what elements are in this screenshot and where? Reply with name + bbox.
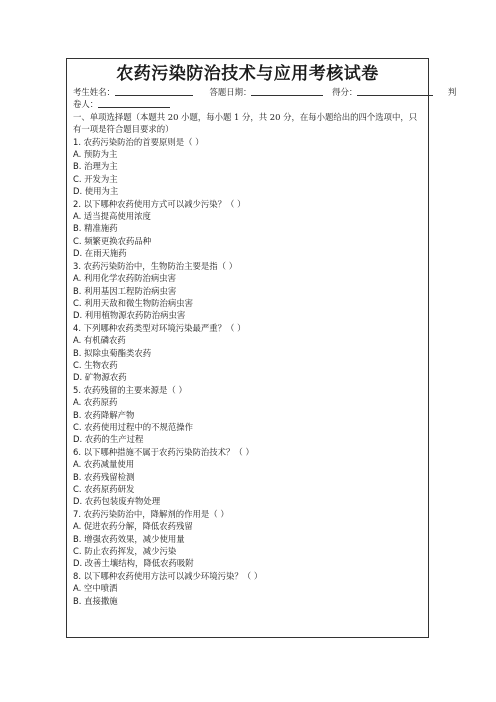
question-7 xyxy=(73,508,425,520)
option-b[interactable] xyxy=(73,533,425,545)
question-number: 7. xyxy=(73,508,81,519)
date-label: 答题日期： xyxy=(209,87,252,97)
option-c[interactable] xyxy=(73,297,425,309)
option-d[interactable] xyxy=(73,557,425,569)
option-key: C. xyxy=(73,297,82,308)
question-text: 以下哪种农药使用方式可以减少污染？（ ） xyxy=(83,198,246,209)
option-text: 改善土壤结构，降低农药吸附 xyxy=(84,558,194,569)
option-a[interactable] xyxy=(73,582,425,594)
option-text: 频繁更换农药品种 xyxy=(84,235,152,246)
option-c[interactable] xyxy=(73,173,425,185)
option-key: C. xyxy=(73,546,82,557)
score-label: 得分： xyxy=(332,87,358,97)
option-key: B. xyxy=(73,471,82,482)
option-c[interactable] xyxy=(73,545,425,557)
option-text: 精准施药 xyxy=(84,223,118,234)
option-d[interactable] xyxy=(73,309,425,321)
option-key: A. xyxy=(73,459,82,470)
option-key: C. xyxy=(73,235,82,246)
option-text: 预防为主 xyxy=(83,149,118,160)
option-key: B. xyxy=(73,161,82,172)
option-text: 农药包装废弃物处理 xyxy=(84,496,161,507)
option-key: C. xyxy=(73,359,82,370)
option-key: B. xyxy=(73,409,82,420)
option-text: 农药残留检测 xyxy=(84,471,135,482)
question-2 xyxy=(73,198,425,210)
option-text: 有机磷农药 xyxy=(83,335,126,346)
question-number: 3. xyxy=(73,260,81,271)
question-text: 以下哪种措施不属于农药污染防治技术？（ ） xyxy=(83,446,254,457)
question-text: 以下哪种农药使用方法可以减少环境污染？（ ） xyxy=(83,570,263,581)
option-key: A. xyxy=(73,335,82,346)
question-8 xyxy=(73,570,425,582)
option-text: 农药原药 xyxy=(83,397,118,408)
option-key: A. xyxy=(73,211,82,222)
option-text: 空中喷洒 xyxy=(83,583,118,594)
option-key: B. xyxy=(73,595,82,606)
score-blank[interactable] xyxy=(357,86,433,96)
question-text: 农药污染防治中，生物防治主要是指（ ） xyxy=(83,260,238,271)
option-b[interactable] xyxy=(73,471,425,483)
option-text: 治理为主 xyxy=(84,161,118,172)
question-list xyxy=(73,136,425,607)
section-heading-line-2: 有一项是符合题目要求的） xyxy=(73,124,174,135)
option-a[interactable] xyxy=(73,272,425,284)
option-text: 适当提高使用浓度 xyxy=(83,211,151,222)
option-c[interactable] xyxy=(73,359,425,371)
question-6 xyxy=(73,446,425,458)
option-text: 矿物源农药 xyxy=(84,372,127,383)
option-d[interactable] xyxy=(73,371,425,383)
option-text: 增强农药效果，减少使用量 xyxy=(84,533,185,544)
question-4 xyxy=(73,322,425,334)
option-text: 利用植物源农药防治病虫害 xyxy=(84,310,186,321)
option-b[interactable] xyxy=(73,595,425,607)
option-text: 在雨天施药 xyxy=(84,248,127,259)
option-text: 农药使用过程中的不规范操作 xyxy=(84,421,194,432)
exam-content xyxy=(73,86,457,607)
grader-label-start: 判 xyxy=(447,87,457,97)
question-number: 4. xyxy=(73,322,81,333)
question-3 xyxy=(73,260,425,272)
section-heading-line-1: 一、单项选择题（本题共 20 小题，每小题 1 分，共 20 分，在每小题给出的四个选项中，只 xyxy=(73,111,418,122)
question-number: 5. xyxy=(73,384,81,395)
name-label: 考生姓名： xyxy=(73,87,115,97)
option-text: 农药的生产过程 xyxy=(84,434,144,445)
question-number: 6. xyxy=(73,446,81,457)
candidate-info-line xyxy=(73,86,457,98)
option-key: C. xyxy=(73,421,82,432)
option-text: 利用天敌和微生物防治病虫害 xyxy=(84,297,194,308)
option-text: 农药降解产物 xyxy=(84,409,135,420)
option-text: 生物农药 xyxy=(84,359,118,370)
option-b[interactable] xyxy=(73,160,425,172)
option-key: A. xyxy=(73,583,82,594)
option-c[interactable] xyxy=(73,483,425,495)
question-1 xyxy=(73,136,425,148)
option-text: 利用基因工程防治病虫害 xyxy=(84,285,177,296)
option-a[interactable] xyxy=(73,520,425,532)
option-key: C. xyxy=(73,173,82,184)
option-c[interactable] xyxy=(73,235,425,247)
exam-title: 农药污染防治技术与应用考核试卷 xyxy=(116,64,379,84)
option-key: D. xyxy=(73,434,83,445)
option-a[interactable] xyxy=(73,148,425,160)
option-key: D. xyxy=(73,558,83,569)
option-key: C. xyxy=(73,484,82,494)
option-key: A. xyxy=(73,397,82,408)
question-number: 2. xyxy=(73,198,81,209)
date-blank[interactable] xyxy=(251,86,323,96)
option-d[interactable] xyxy=(73,185,425,197)
option-key: B. xyxy=(73,285,82,296)
option-text: 促进农药分解，降低农药残留 xyxy=(83,521,193,532)
option-key: D. xyxy=(73,496,83,507)
grader-info-line xyxy=(73,98,425,110)
question-text: 下列哪种农药类型对环境污染最严重？（ ） xyxy=(83,322,246,333)
option-text: 农药减量使用 xyxy=(83,459,135,470)
option-text: 拟除虫菊酯类农药 xyxy=(84,347,152,358)
option-key: D. xyxy=(73,372,83,383)
question-text: 农药污染防治的首要原则是（ ） xyxy=(83,136,204,147)
option-a[interactable] xyxy=(73,396,425,408)
option-text: 防止农药挥发，减少污染 xyxy=(84,546,177,557)
option-c[interactable] xyxy=(73,421,425,433)
option-b[interactable] xyxy=(73,222,425,234)
option-a[interactable] xyxy=(73,334,425,346)
question-number: 8. xyxy=(73,570,81,581)
option-key: D. xyxy=(73,310,83,321)
option-key: B. xyxy=(73,223,82,234)
question-text: 农药污染防治中，降解剂的作用是（ ） xyxy=(83,508,229,519)
question-number: 1. xyxy=(73,136,81,147)
grader-label-end: 卷人： xyxy=(73,99,99,110)
option-text: 农药原药研发 xyxy=(84,484,135,494)
option-a[interactable] xyxy=(73,458,425,470)
grader-blank[interactable] xyxy=(98,98,170,108)
option-key: B. xyxy=(73,347,82,358)
option-d[interactable] xyxy=(73,247,425,259)
option-key: B. xyxy=(73,533,82,544)
option-b[interactable] xyxy=(73,347,425,359)
option-b[interactable] xyxy=(73,409,425,421)
option-text: 利用化学农药防治病虫害 xyxy=(83,273,177,284)
option-key: A. xyxy=(73,149,82,160)
name-blank[interactable] xyxy=(115,86,193,96)
option-key: D. xyxy=(73,186,83,197)
option-text: 使用为主 xyxy=(84,186,119,197)
option-b[interactable] xyxy=(73,285,425,297)
option-key: D. xyxy=(73,248,83,259)
option-key: A. xyxy=(73,521,82,532)
question-5 xyxy=(73,384,425,396)
option-text: 直接撒施 xyxy=(84,595,118,606)
section-heading xyxy=(73,111,425,136)
option-text: 开发为主 xyxy=(84,173,118,184)
option-a[interactable] xyxy=(73,210,425,222)
question-text: 农药残留的主要来源是（ ） xyxy=(83,384,187,395)
option-key: A. xyxy=(73,273,82,284)
option-d[interactable] xyxy=(73,433,425,445)
option-d[interactable] xyxy=(73,495,425,507)
